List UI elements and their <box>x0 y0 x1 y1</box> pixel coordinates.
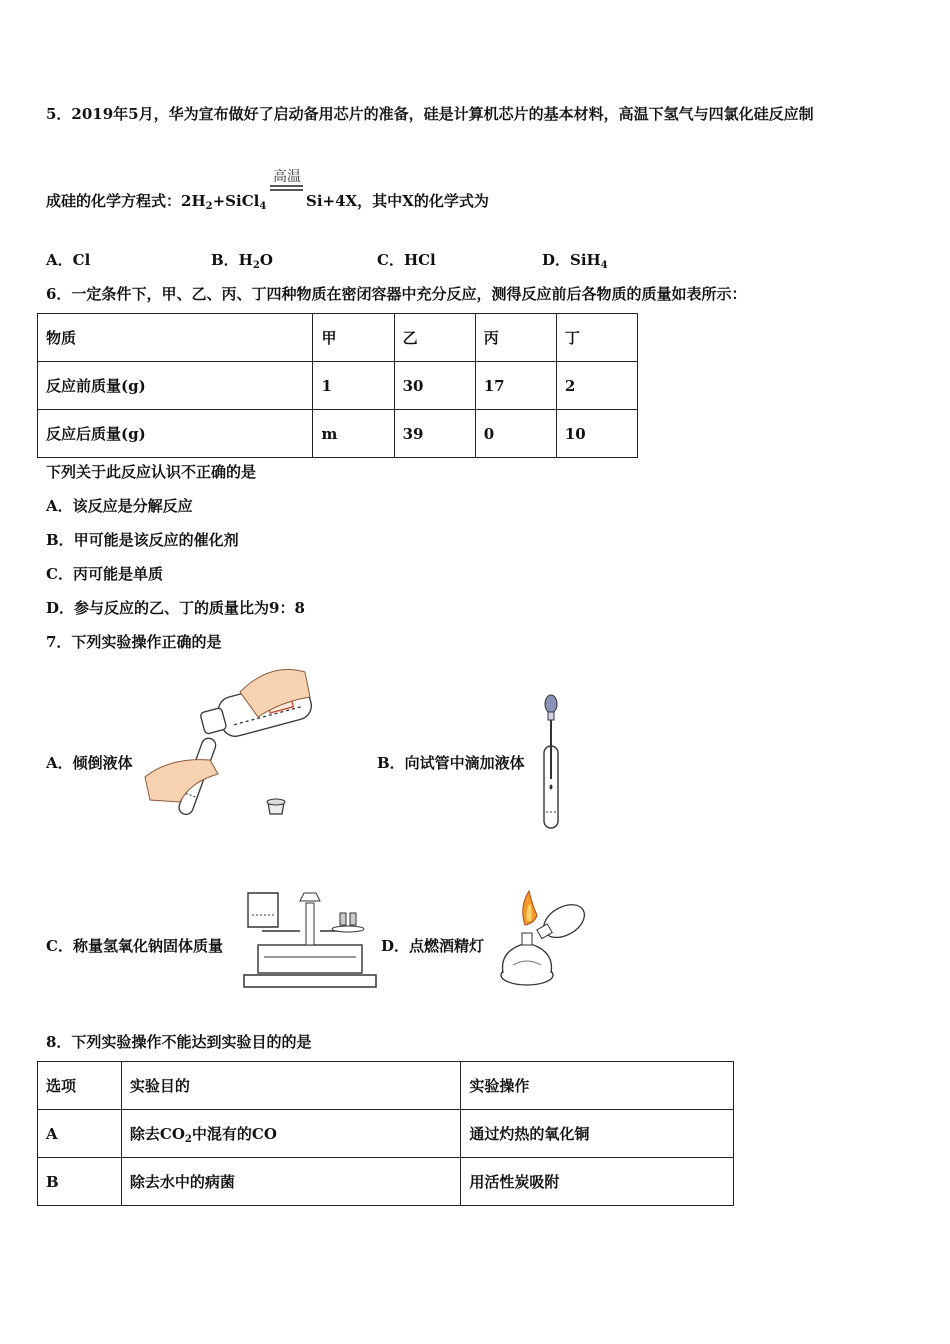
table-cell: 通过灼热的氧化铜 <box>461 1110 734 1158</box>
table-cell: 实验操作 <box>461 1062 734 1110</box>
q6-option-d: D．参与反应的乙、丁的质量比为9：8 <box>46 599 305 617</box>
q5-stem-line2-tail: Si+4X，其中X的化学式为 <box>306 192 489 210</box>
table-cell: 丁 <box>556 314 637 362</box>
table-row <box>38 1158 734 1206</box>
q5-option-c: C．HCl <box>377 251 436 269</box>
table-cell: 甲 <box>313 314 394 362</box>
q7-option-a: A．倾倒液体 <box>46 754 133 772</box>
table-cell <box>121 1110 461 1158</box>
q7-option-d: D．点燃酒精灯 <box>381 937 485 955</box>
table-cell: m <box>313 410 394 458</box>
table-cell: 2 <box>556 362 637 410</box>
q6-question: 下列关于此反应认识不正确的是 <box>46 463 257 481</box>
pouring-liquid-illustration <box>140 662 320 827</box>
table-row <box>38 1110 734 1158</box>
co2-subscript: 2 <box>184 1133 192 1145</box>
q5-option-b-pre: B．H <box>211 251 253 269</box>
table-cell: 反应前质量(g) <box>38 362 313 410</box>
dropper-test-tube-illustration <box>536 694 566 832</box>
q6-stem: 6．一定条件下，甲、乙、丙、丁四种物质在密闭容器中充分反应，测得反应前后各物质的质量如表所示： <box>46 285 747 303</box>
q6-option-c: C．丙可能是单质 <box>46 565 163 583</box>
table-row <box>38 410 638 458</box>
q8-stem: 8．下列实验操作不能达到实验目的的是 <box>46 1033 312 1051</box>
q6-option-b: B．甲可能是该反应的催化剂 <box>46 531 239 549</box>
q5-option-d-sub: 4 <box>600 260 608 271</box>
table-cell: B <box>38 1158 122 1206</box>
equation-equals-bar-bottom <box>270 189 303 191</box>
table-cell: 0 <box>475 410 556 458</box>
table-cell: 物质 <box>38 314 313 362</box>
q5-option-a: A．Cl <box>46 251 91 269</box>
table-cell: 39 <box>394 410 475 458</box>
equation-part-2: +SiCl <box>212 192 260 210</box>
table-cell: 17 <box>475 362 556 410</box>
h2-subscript: 2 <box>205 201 213 212</box>
equation-part-1: 成硅的化学方程式：2H <box>46 192 206 210</box>
reaction-condition: 高温 <box>273 169 301 185</box>
equation-equals-bar-top <box>270 185 303 187</box>
purpose-pre: 除去CO <box>129 1124 185 1143</box>
table-cell: 用活性炭吸附 <box>461 1158 734 1206</box>
sicl4-subscript: 4 <box>259 201 267 212</box>
table-row <box>38 1062 734 1110</box>
q5-option-b-post: O <box>259 251 273 269</box>
q5-stem-line1: 5．2019年5月，华为宣布做好了启动备用芯片的准备，硅是计算机芯片的基本材料，高温下氢气与四氯化硅反应制 <box>46 105 814 123</box>
table-row <box>38 362 638 410</box>
q5-stem-line2 <box>46 190 266 212</box>
q5-option-b <box>211 249 273 271</box>
q7-stem: 7．下列实验操作正确的是 <box>46 633 222 651</box>
q7-option-b: B．向试管中滴加液体 <box>377 754 525 772</box>
table-cell: 实验目的 <box>121 1062 461 1110</box>
q8-experiment-table <box>37 1061 734 1206</box>
table-cell: 选项 <box>38 1062 122 1110</box>
alcohol-lamp-illustration <box>495 885 595 990</box>
table-cell: 除去水中的病菌 <box>121 1158 461 1206</box>
q6-option-a: A．该反应是分解反应 <box>46 497 193 515</box>
table-cell: 反应后质量(g) <box>38 410 313 458</box>
balance-scale-illustration <box>240 885 380 990</box>
table-cell: 乙 <box>394 314 475 362</box>
table-cell: 10 <box>556 410 637 458</box>
purpose-post: 中混有的CO <box>191 1124 277 1143</box>
q6-mass-table <box>37 313 638 458</box>
table-cell: 1 <box>313 362 394 410</box>
q5-option-b-sub: 2 <box>252 260 260 271</box>
q5-option-d-pre: D．SiH <box>542 251 601 269</box>
table-cell: 丙 <box>475 314 556 362</box>
table-row <box>38 314 638 362</box>
table-cell: 30 <box>394 362 475 410</box>
q7-option-c: C．称量氢氧化钠固体质量 <box>46 937 223 955</box>
q5-option-d <box>542 249 608 271</box>
table-cell: A <box>38 1110 122 1158</box>
